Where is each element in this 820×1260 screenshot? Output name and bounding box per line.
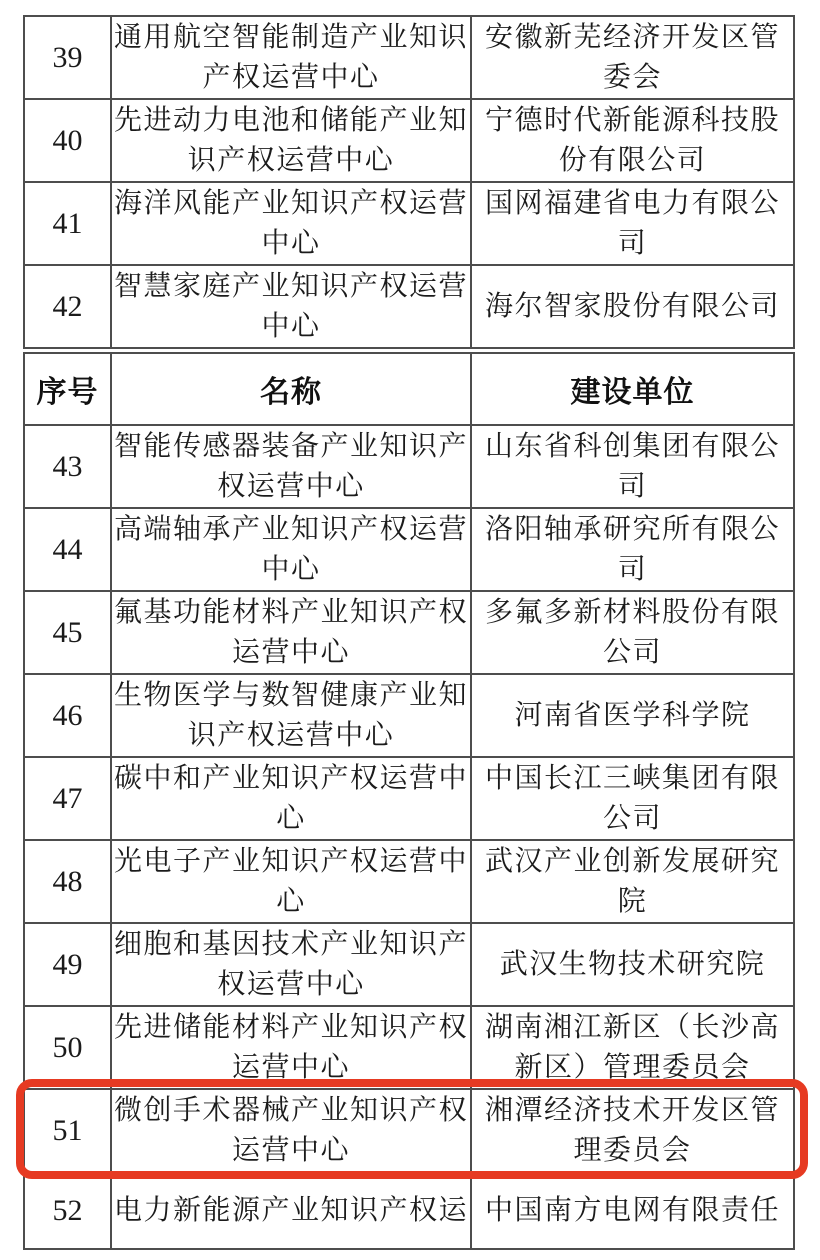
- row-name-cell: 高端轴承产业知识产权运营中心: [111, 508, 471, 591]
- row-index-cell: 39: [24, 16, 111, 99]
- row-org-cell: 中国长江三峡集团有限公司: [471, 757, 794, 840]
- row-index-cell: 50: [24, 1006, 111, 1089]
- row-org-cell: 国网福建省电力有限公司: [471, 182, 794, 265]
- table-row: [24, 265, 794, 348]
- row-name-cell: 生物医学与数智健康产业知识产权运营中心: [111, 674, 471, 757]
- row-index-cell: 40: [24, 99, 111, 182]
- row-index-cell: 49: [24, 923, 111, 1006]
- table-row: [24, 1006, 794, 1089]
- row-org-cell: 宁德时代新能源科技股份有限公司: [471, 99, 794, 182]
- row-name-cell: 智慧家庭产业知识产权运营中心: [111, 265, 471, 348]
- table-row: [24, 840, 794, 923]
- row-name-cell: 细胞和基因技术产业知识产权运营中心: [111, 923, 471, 1006]
- row-name-cell: 先进动力电池和储能产业知识产权运营中心: [111, 99, 471, 182]
- header-cell-name: 名称: [111, 353, 471, 425]
- table-row: [24, 1172, 794, 1249]
- row-name-cell: 通用航空智能制造产业知识产权运营中心: [111, 16, 471, 99]
- table-upper-body: [24, 16, 794, 348]
- table-lower-section: [23, 352, 795, 1250]
- row-name-cell: 光电子产业知识产权运营中心: [111, 840, 471, 923]
- row-org-cell: 湖南湘江新区（长沙高新区）管理委员会: [471, 1006, 794, 1089]
- row-index-cell: 44: [24, 508, 111, 591]
- row-index-cell: 51: [24, 1089, 111, 1172]
- row-org-cell: 多氟多新材料股份有限公司: [471, 591, 794, 674]
- row-index-cell: 43: [24, 425, 111, 508]
- table-upper-section: [23, 15, 795, 349]
- row-name-cell: 海洋风能产业知识产权运营中心: [111, 182, 471, 265]
- table-lower-body: [24, 425, 794, 1249]
- table-row: [24, 591, 794, 674]
- header-cell-index: 序号: [24, 353, 111, 425]
- row-org-cell: 湘潭经济技术开发区管理委员会: [471, 1089, 794, 1172]
- table-row: [24, 16, 794, 99]
- table-row: [24, 425, 794, 508]
- row-name-cell: 氟基功能材料产业知识产权运营中心: [111, 591, 471, 674]
- table-row: [24, 674, 794, 757]
- row-index-cell: 46: [24, 674, 111, 757]
- row-index-cell: 52: [24, 1172, 111, 1249]
- row-index-cell: 47: [24, 757, 111, 840]
- row-org-cell: 武汉产业创新发展研究院: [471, 840, 794, 923]
- row-org-cell: 中国南方电网有限责任: [471, 1172, 794, 1249]
- table-header-row: [24, 353, 794, 425]
- row-index-cell: 42: [24, 265, 111, 348]
- header-cell-org: 建设单位: [471, 353, 794, 425]
- row-org-cell: 河南省医学科学院: [471, 674, 794, 757]
- table-row: [24, 99, 794, 182]
- row-name-cell: 微创手术器械产业知识产权运营中心: [111, 1089, 471, 1172]
- row-org-cell: 洛阳轴承研究所有限公司: [471, 508, 794, 591]
- table-row: [24, 182, 794, 265]
- row-org-cell: 安徽新芜经济开发区管委会: [471, 16, 794, 99]
- row-index-cell: 45: [24, 591, 111, 674]
- row-org-cell: 武汉生物技术研究院: [471, 923, 794, 1006]
- row-name-cell: 先进储能材料产业知识产权运营中心: [111, 1006, 471, 1089]
- table-row: [24, 508, 794, 591]
- row-index-cell: 41: [24, 182, 111, 265]
- row-org-cell: 山东省科创集团有限公司: [471, 425, 794, 508]
- row-name-cell: 碳中和产业知识产权运营中心: [111, 757, 471, 840]
- row-name-cell: 智能传感器装备产业知识产权运营中心: [111, 425, 471, 508]
- row-org-cell: 海尔智家股份有限公司: [471, 265, 794, 348]
- table-row: [24, 923, 794, 1006]
- row-name-cell: 电力新能源产业知识产权运: [111, 1172, 471, 1249]
- row-index-cell: 48: [24, 840, 111, 923]
- table-row: [24, 1089, 794, 1172]
- table-row: [24, 757, 794, 840]
